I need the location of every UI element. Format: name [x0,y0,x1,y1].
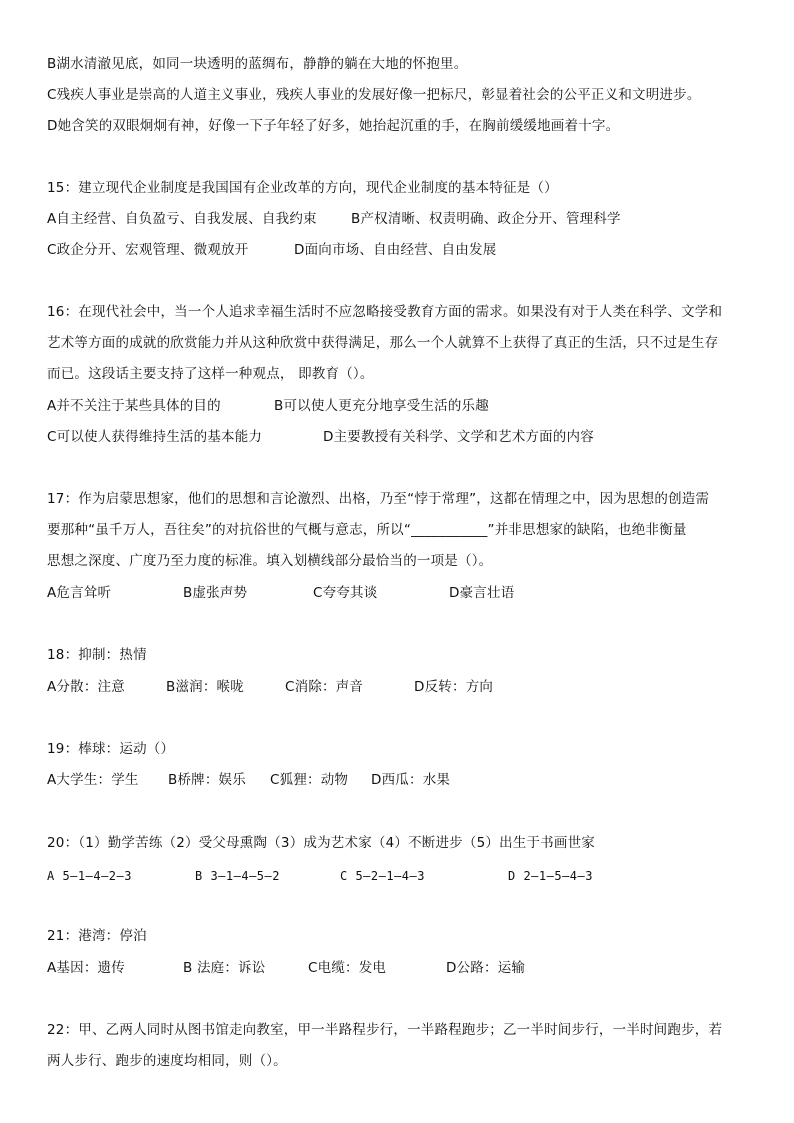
q17-option-b: B虚张声势 [183,585,248,601]
q20-option-b: B 3—1—4—5—2 [195,869,280,883]
q15-option-b: B产权清晰、权责明确、政企分开、管理科学 [351,211,621,227]
q21-stem: 21：港湾：停泊 [47,928,147,944]
q22-stem-line-2: 两人步行、跑步的速度均相同，则（）。 [47,1053,287,1069]
q21-option-a: A基因：遗传 [47,960,125,976]
q20-option-a: A 5—1—4—2—3 [47,869,132,883]
q20-option-d: D 2—1—5—4—3 [508,869,593,883]
q16-stem-line-1: 16：在现代社会中，当一个人追求幸福生活时不应忽略接受教育方面的需求。如果没有对于人类在科学、文学和 [47,304,723,320]
q17-option-c: C夸夸其谈 [313,585,378,601]
q17-option-d: D豪言壮语 [449,585,515,601]
q14-option-c: C残疾人事业是崇高的人道主义事业，残疾人事业的发展好像一把标尺，彰显着社会的公平正义和文明进步。 [47,87,701,103]
q20-option-c: C 5—2—1—4—3 [340,869,425,883]
q14-option-d: D她含笑的双眼炯炯有神，好像一下子年轻了好多，她抬起沉重的手，在胸前缓缓地画着十字。 [47,118,620,134]
q19-stem: 19：棒球：运动（） [47,741,175,757]
q15-option-a: A自主经营、自负盈亏、自我发展、自我约束 [47,211,317,227]
q22-stem-line-1: 22：甲、乙两人同时从图书馆走向教室，甲一半路程步行，一半路程跑步；乙一半时间步行，一半时间跑步，若 [47,1022,723,1038]
q14-option-b: B湖水清澈见底，如同一块透明的蓝绸布，静静的躺在大地的怀抱里。 [47,56,468,72]
q15-stem: 15：建立现代企业制度是我国国有企业改革的方向，现代企业制度的基本特征是（） [47,180,558,196]
q16-option-c: C可以使人获得维持生活的基本能力 [47,429,263,445]
q21-option-c: C电缆：发电 [308,960,387,976]
q21-option-d: D公路：运输 [446,960,526,976]
q21-option-b: B 法庭：诉讼 [183,960,266,976]
q18-option-b: B滋润：喉咙 [166,679,244,695]
q19-option-a: A大学生：学生 [47,772,139,788]
q16-stem-line-3: 而已。这段话主要支持了这样一种观点， 即教育（）。 [47,366,374,382]
q15-option-d: D面向市场、自由经营、自由发展 [294,242,497,258]
q17-stem-line-2: 要那种“虽千万人，吾往矣”的对抗俗世的气概与意志，所以“___________”并非思想家的缺陷，也绝非衡量 [47,522,687,538]
q19-option-b: B桥牌：娱乐 [168,772,246,788]
q18-option-c: C消除：声音 [285,679,364,695]
q17-stem-line-1: 17：作为启蒙思想家，他们的思想和言论激烈、出格，乃至“悖于常理”，这都在情理之中，因为思想的创造需 [47,491,710,507]
q16-option-a: A并不关注于某些具体的目的 [47,398,221,414]
q19-option-c: C狐狸：动物 [270,772,349,788]
q18-stem: 18：抑制：热情 [47,647,147,663]
q16-option-d: D主要教授有关科学、文学和艺术方面的内容 [323,429,594,445]
q17-option-a: A危言耸听 [47,585,112,601]
q18-option-d: D反转：方向 [414,679,494,695]
q16-option-b: B可以使人更充分地享受生活的乐趣 [274,398,489,414]
q17-stem-line-3: 思想之深度、广度乃至力度的标准。填入划横线部分最恰当的一项是（）。 [47,553,493,569]
q20-stem: 20：（1）勤学苦练（2）受父母熏陶（3）成为艺术家（4）不断进步（5）出生于书画世家 [47,835,595,851]
q16-stem-line-2: 艺术等方面的成就的欣赏能力并从这种欣赏中获得满足，那么一个人就算不上获得了真正的生活，只不过是生存 [47,335,719,351]
q18-option-a: A分散：注意 [47,679,125,695]
q15-option-c: C政企分开、宏观管理、微观放开 [47,242,249,258]
q19-option-d: D西瓜：水果 [371,772,451,788]
